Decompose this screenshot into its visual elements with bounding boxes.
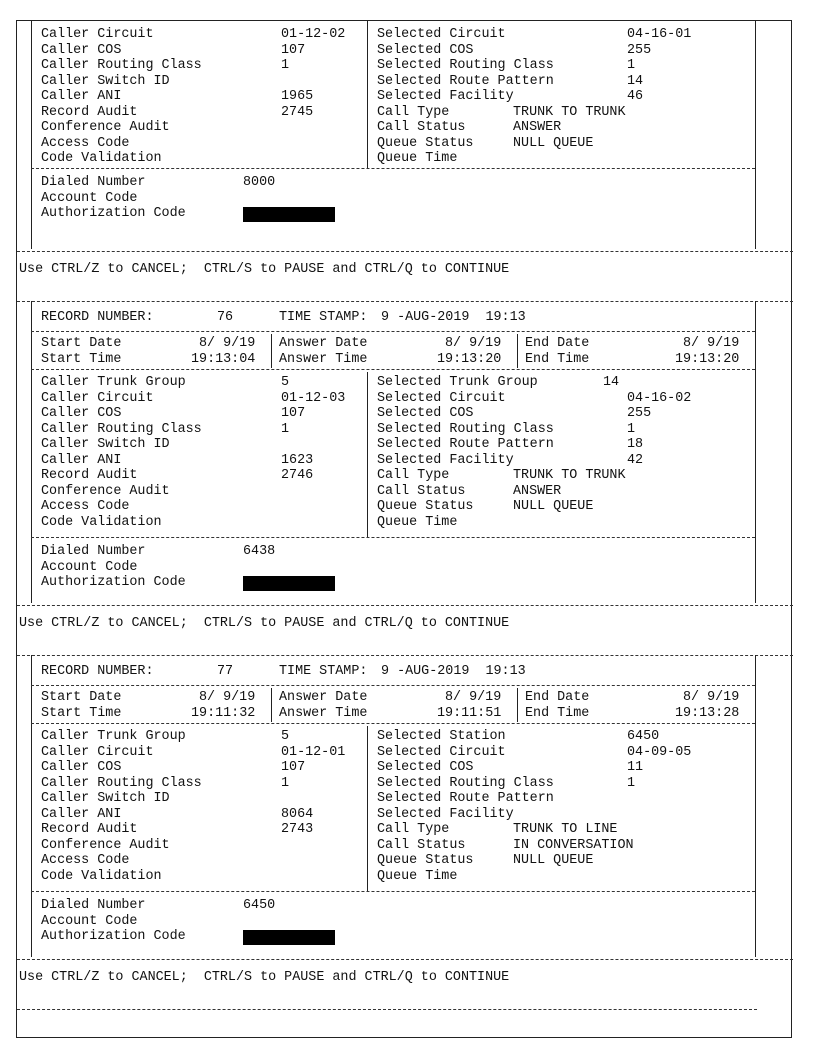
start-date: 8/ 9/19 [199, 690, 256, 705]
field-label: Queue Status [377, 135, 474, 151]
dialed-number-label: Dialed Number [41, 175, 146, 190]
field-value: 01-12-03 [281, 390, 346, 406]
field-label: Caller Trunk Group [41, 729, 186, 744]
answer-date-label: Answer Date [279, 336, 368, 351]
field-label: Call Type [377, 468, 450, 483]
start-date-label: Start Date [41, 336, 122, 351]
dialed-number-value: 6438 [243, 544, 276, 559]
field-value: 18 [627, 437, 644, 452]
field-value: 04-16-01 [627, 27, 692, 42]
end-date: 8/ 9/19 [683, 690, 740, 705]
continue-prompt: Use CTRL/Z to CANCEL; CTRL/S to PAUSE and CTRL/Q to CONTINUE [19, 616, 510, 631]
field-label: Selected Route Pattern [377, 791, 554, 806]
field-label: Code Validation [41, 514, 162, 530]
field-value: 01-12-01 [281, 744, 346, 760]
record-number: 76 [217, 310, 234, 325]
field-label: Selected COS [377, 760, 474, 775]
field-label: Caller Circuit [41, 390, 154, 406]
field-label: Access Code [41, 499, 130, 514]
divider [31, 369, 755, 370]
field-value: 1 [627, 421, 636, 437]
divider [31, 331, 755, 332]
field-label: Call Status [377, 120, 466, 135]
field-value: 14 [603, 375, 620, 390]
field-value: 1 [281, 775, 290, 791]
printout-page [16, 20, 792, 1038]
start-date-label: Start Date [41, 690, 122, 705]
field-value: 5 [281, 375, 290, 390]
field-value: 107 [281, 406, 306, 421]
end-time-label: End Time [525, 705, 590, 721]
field-label: Caller Switch ID [41, 437, 170, 452]
end-time-label: End Time [525, 351, 590, 367]
field-value: 2743 [281, 822, 314, 837]
field-label: Queue Time [377, 151, 458, 166]
account-code-label: Account Code [41, 190, 138, 206]
field-label: Queue Time [377, 868, 458, 884]
field-label: Selected Routing Class [377, 775, 554, 791]
field-value: 01-12-02 [281, 27, 346, 42]
field-value: 107 [281, 760, 306, 775]
field-label: Selected Route Pattern [377, 437, 554, 452]
answer-time: 19:13:20 [437, 351, 502, 367]
field-value: 42 [627, 452, 644, 468]
field-label: Caller Routing Class [41, 775, 202, 791]
field-value: 04-09-05 [627, 744, 692, 760]
field-value: 6450 [627, 729, 660, 744]
field-label: Call Type [377, 822, 450, 837]
answer-time-label: Answer Time [279, 351, 368, 367]
field-label: Caller Routing Class [41, 421, 202, 437]
field-label: Call Type [377, 104, 450, 120]
divider [31, 723, 755, 724]
field-label: Caller Switch ID [41, 73, 170, 89]
field-label: Selected Circuit [377, 744, 506, 760]
field-label: Selected Trunk Group [377, 375, 538, 390]
field-value: NULL QUEUE [513, 499, 594, 514]
field-label: Queue Time [377, 514, 458, 530]
field-label: Selected Circuit [377, 390, 506, 406]
divider [31, 685, 755, 686]
field-label: Call Status [377, 483, 466, 499]
field-label: Selected Facility [377, 806, 514, 822]
field-value: 1623 [281, 452, 314, 468]
field-label: Selected Routing Class [377, 58, 554, 73]
field-value: 255 [627, 406, 652, 421]
field-label: Caller COS [41, 42, 122, 58]
end-time: 19:13:28 [675, 705, 740, 721]
field-value: 1965 [281, 89, 314, 104]
field-label: Conference Audit [41, 120, 170, 135]
field-value: 1 [627, 775, 636, 791]
end-date-label: End Date [525, 336, 590, 351]
continue-prompt: Use CTRL/Z to CANCEL; CTRL/S to PAUSE and CTRL/Q to CONTINUE [19, 262, 510, 277]
field-label: Queue Status [377, 499, 474, 514]
field-label: Code Validation [41, 151, 162, 166]
field-label: Caller ANI [41, 806, 122, 822]
field-value: TRUNK TO LINE [513, 822, 618, 837]
redaction-box [243, 576, 335, 591]
timestamp: 9 -AUG-2019 19:13 [381, 310, 526, 325]
field-label: Selected Facility [377, 89, 514, 104]
field-label: Selected Facility [377, 452, 514, 468]
divider [31, 537, 755, 538]
partial-record [17, 21, 793, 253]
field-label: Caller ANI [41, 89, 122, 104]
field-value: 1 [281, 58, 290, 73]
answer-date: 8/ 9/19 [445, 336, 502, 351]
field-value: 1 [281, 421, 290, 437]
field-label: Code Validation [41, 868, 162, 884]
start-date: 8/ 9/19 [199, 336, 256, 351]
timestamp-label: TIME STAMP: [279, 664, 368, 679]
field-value: TRUNK TO TRUNK [513, 104, 626, 120]
redaction-box [243, 930, 335, 945]
field-label: Caller COS [41, 406, 122, 421]
field-label: Caller Switch ID [41, 791, 170, 806]
record-number-label: RECORD NUMBER: [41, 310, 154, 325]
end-date-label: End Date [525, 690, 590, 705]
end-date: 8/ 9/19 [683, 336, 740, 351]
field-value: IN CONVERSATION [513, 837, 634, 853]
field-value: 1 [627, 58, 636, 73]
field-value: NULL QUEUE [513, 135, 594, 151]
field-label: Caller ANI [41, 452, 122, 468]
divider [17, 605, 793, 606]
field-label: Record Audit [41, 822, 138, 837]
field-label: Access Code [41, 135, 130, 151]
field-label: Queue Status [377, 853, 474, 868]
field-label: Record Audit [41, 468, 138, 483]
start-time-label: Start Time [41, 351, 122, 367]
field-label: Conference Audit [41, 483, 170, 499]
field-value: 14 [627, 73, 644, 89]
timestamp: 9 -AUG-2019 19:13 [381, 664, 526, 679]
start-time-label: Start Time [41, 705, 122, 721]
field-value: 5 [281, 729, 290, 744]
field-label: Selected Circuit [377, 27, 506, 42]
field-value: 04-16-02 [627, 390, 692, 406]
account-code-label: Account Code [41, 913, 138, 929]
call-record [17, 655, 793, 955]
timestamp-label: TIME STAMP: [279, 310, 368, 325]
answer-date-label: Answer Date [279, 690, 368, 705]
field-label: Caller Circuit [41, 27, 154, 42]
field-label: Conference Audit [41, 837, 170, 853]
divider [31, 891, 755, 892]
divider [31, 168, 755, 169]
answer-date: 8/ 9/19 [445, 690, 502, 705]
continue-prompt: Use CTRL/Z to CANCEL; CTRL/S to PAUSE and CTRL/Q to CONTINUE [19, 970, 510, 985]
field-label: Access Code [41, 853, 130, 868]
authorization-code-label: Authorization Code [41, 929, 186, 944]
field-value: ANSWER [513, 483, 562, 499]
record-number-label: RECORD NUMBER: [41, 664, 154, 679]
divider [17, 251, 793, 252]
divider [17, 959, 793, 960]
start-time: 19:11:32 [191, 705, 256, 721]
start-time: 19:13:04 [191, 351, 256, 367]
field-label: Call Status [377, 837, 466, 853]
field-value: 2745 [281, 104, 314, 120]
field-value: 2746 [281, 468, 314, 483]
field-label: Selected Route Pattern [377, 73, 554, 89]
field-label: Selected Station [377, 729, 506, 744]
field-label: Caller COS [41, 760, 122, 775]
end-time: 19:13:20 [675, 351, 740, 367]
call-record [17, 301, 793, 601]
field-value: 255 [627, 42, 652, 58]
dialed-number-label: Dialed Number [41, 898, 146, 913]
field-label: Caller Circuit [41, 744, 154, 760]
field-label: Selected COS [377, 406, 474, 421]
field-value: 46 [627, 89, 644, 104]
field-value: ANSWER [513, 120, 562, 135]
field-label: Record Audit [41, 104, 138, 120]
dialed-number-value: 6450 [243, 898, 276, 913]
field-label: Caller Trunk Group [41, 375, 186, 390]
answer-time-label: Answer Time [279, 705, 368, 721]
field-value: TRUNK TO TRUNK [513, 468, 626, 483]
answer-time: 19:11:51 [437, 705, 502, 721]
field-value: 8064 [281, 806, 314, 822]
authorization-code-label: Authorization Code [41, 206, 186, 221]
redaction-box [243, 207, 335, 222]
field-label: Selected Routing Class [377, 421, 554, 437]
field-value: 107 [281, 42, 306, 58]
field-value: NULL QUEUE [513, 853, 594, 868]
dialed-number-label: Dialed Number [41, 544, 146, 559]
account-code-label: Account Code [41, 559, 138, 575]
field-value: 11 [627, 760, 644, 775]
record-number: 77 [217, 664, 234, 679]
field-label: Selected COS [377, 42, 474, 58]
dialed-number-value: 8000 [243, 175, 276, 190]
authorization-code-label: Authorization Code [41, 575, 186, 590]
field-label: Caller Routing Class [41, 58, 202, 73]
divider [17, 1009, 757, 1010]
